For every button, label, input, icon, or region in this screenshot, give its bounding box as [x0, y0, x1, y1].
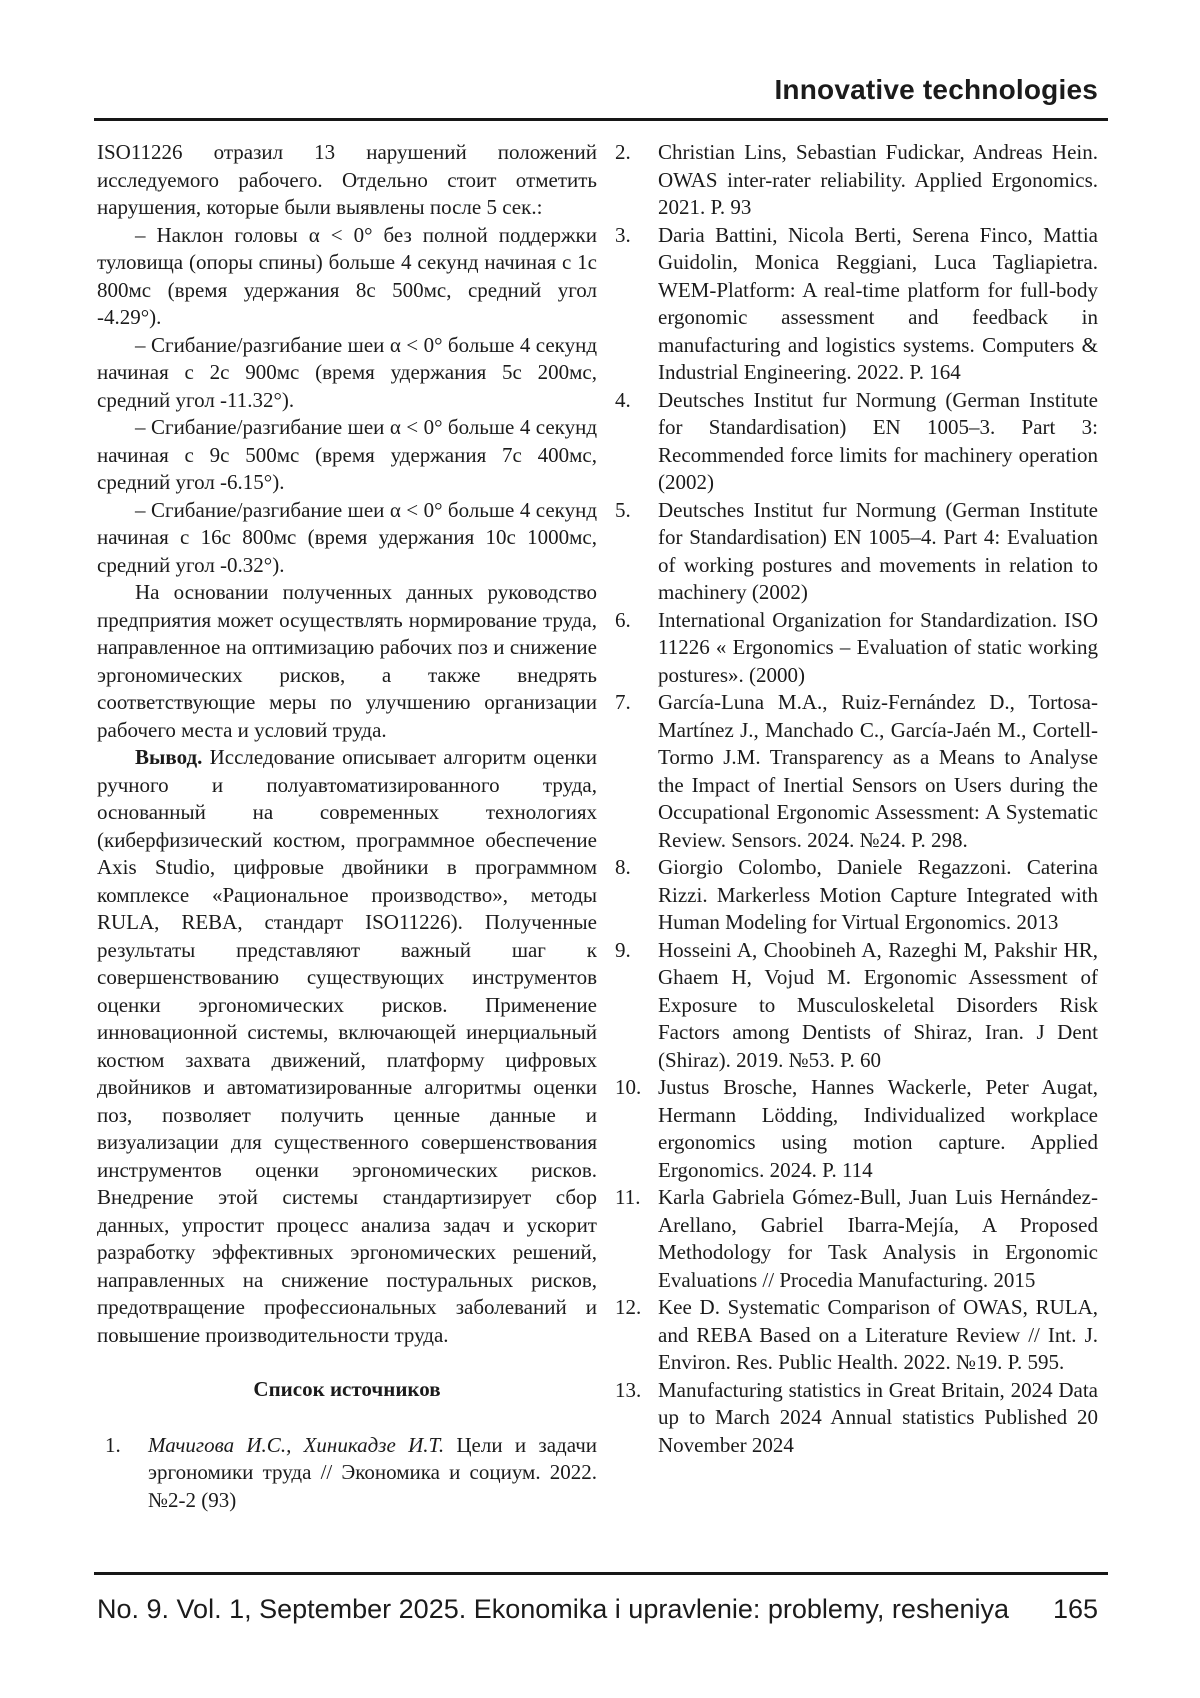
header-rule	[94, 118, 1108, 121]
left-column	[97, 139, 597, 1514]
journal-info: No. 9. Vol. 1, September 2025. Ekonomika i upravlenie: problemy, resheniya	[97, 1594, 1010, 1624]
reference-number: 10.	[615, 1075, 642, 1099]
reference-text: Justus Brosche, Hannes Wackerle, Peter Augat, Hermann Lödding, Individualized workplace ergonomics using motion capture. Applied Ergonomics. 2024. P. 114	[658, 1075, 1098, 1182]
reference-item	[615, 1184, 1098, 1294]
reference-number: 4.	[615, 387, 631, 412]
reference-item	[615, 1377, 1098, 1460]
reference-item	[615, 1074, 1098, 1184]
reference-text: Manufacturing statistics in Great Britain, 2024 Data up to March 2024 Annual statistics Published 20 November 2024	[658, 1377, 1098, 1457]
right-column	[615, 139, 1098, 1514]
reference-number: 11.	[615, 1185, 641, 1209]
source-item-text	[148, 1432, 597, 1515]
page-number: 165	[1052, 1594, 1098, 1624]
reference-text: Deutsches Institut fur Normung (German Institute for Standardisation) EN 1005–3. Part 3: Recommended force limits for machinery operation (2002)	[658, 387, 1098, 494]
reference-number: 12.	[615, 1295, 642, 1319]
reference-number: 2.	[615, 140, 631, 164]
reference-text: Deutsches Institut fur Normung (German Institute for Standardisation) EN 1005–4. Part 4: Evaluation of working postures and movements in relation to machinery (2002)	[658, 497, 1098, 604]
conclusion-paragraph	[97, 744, 597, 1349]
reference-item	[615, 607, 1098, 690]
page-footer	[97, 1594, 1098, 1625]
reference-item	[615, 854, 1098, 937]
reference-text: Giorgio Colombo, Daniele Regazzoni. Caterina Rizzi. Markerless Motion Capture Integrated with Human Modeling for Virtual Ergonomics. 2013	[658, 855, 1098, 934]
running-head: Innovative technologies	[774, 74, 1098, 105]
intro-paragraph: ISO11226 отразил 13 нарушений положений исследуемого рабочего. Отдельно стоит отметить нарушения, которые были выявлены после 5 сек.:	[97, 140, 597, 219]
management-paragraph: На основании полученных данных руководство предприятия может осуществлять нормирование труда, направленное на оптимизацию рабочих поз и снижение эргономических рисков, а также внедрять соответствующие меры по улучшению организации рабочего места и условий труда.	[97, 580, 597, 742]
violation-item: – Наклон головы α < 0° без полной поддержки туловища (опоры спины) больше 4 секунд начиная с 1с 800мс (время удержания 8с 500мс, средний угол -4.29°).	[97, 222, 597, 329]
reference-text: Kee D. Systematic Comparison of OWAS, RULA, and REBA Based on a Literature Review // Int. J. Environ. Res. Public Health. 2022. №19. P. 595.	[658, 1295, 1098, 1374]
violation-item: – Сгибание/разгибание шеи α < 0° больше 4 секунд начиная с 2с 900мс (время удержания 5с 200мс, средний угол -11.32°).	[97, 332, 597, 412]
conclusion-text: Исследование описывает алгоритм оценки ручного и полуавтоматизированного труда, основанный на современных технологиях (киберфизический костюм, программное обеспечение Axis Studio, цифровые двойники в программном комплексе «Рациональное производство», методы RULA, REBA, стандарт ISO11226). Полученные результаты представляют важный шаг к совершенствованию существующих инструментов оценки эргономических рисков. Применение инновационной системы, включающей инерциальный костюм захвата движений, платформу цифровых двойников и автоматизированные алгоритмы оценки поз, позволяет получить ценные данные и визуализации для существенного совершенствования инструментов оценки эргономических рисков. Внедрение этой системы стандартизирует сбор данных, упростит процесс анализа задач и ускорит разработку эффективных эргономических решений, направленных на снижение постуральных рисков, предотвращение профессиональных заболеваний и повышение производительности труда.	[97, 745, 598, 1347]
reference-item	[615, 1294, 1098, 1377]
reference-text: García-Luna M.A., Ruiz-Fernández D., Tortosa-Martínez J., Manchado C., García-Jaén M., Cortell-Tormo J.M. Transparency as a Means to Analyse the Impact of Inertial Sensors on Users during the Occupational Ergonomic Assessment: A Systematic Review. Sensors. 2024. №24. P. 298.	[658, 690, 1098, 852]
reference-number: 7.	[615, 690, 631, 714]
reference-text: Daria Battini, Nicola Berti, Serena Finco, Mattia Guidolin, Monica Reggiani, Luca Tagliapietra. WEM-Platform: A real-time platform for full-body ergonomic assessment and feedback in manufacturing and logistics systems. Computers & Industrial Engineering. 2022. P. 164	[658, 222, 1098, 384]
reference-number: 3.	[615, 222, 631, 247]
source-item	[97, 1432, 597, 1515]
page-body	[97, 139, 1098, 1514]
reference-text: Christian Lins, Sebastian Fudickar, Andreas Hein. OWAS inter-rater reliability. Applied Ergonomics. 2021. P. 93	[658, 140, 1098, 219]
reference-item	[615, 222, 1098, 387]
source-item-authors: Мачигова И.С., Хиникадзе И.Т.	[148, 1432, 457, 1457]
reference-item	[615, 139, 1098, 222]
reference-number: 6.	[615, 607, 631, 632]
violation-item: – Сгибание/разгибание шеи α < 0° больше 4 секунд начиная с 9с 500мс (время удержания 7с 400мс, средний угол -6.15°).	[97, 415, 597, 494]
reference-item	[615, 689, 1098, 854]
reference-item	[615, 497, 1098, 607]
reference-item	[615, 937, 1098, 1075]
reference-text: International Organization for Standardization. ISO 11226 « Ergonomics – Evaluation of static working postures». (2000)	[658, 607, 1098, 687]
source-item-number: 1.	[105, 1432, 121, 1457]
reference-number: 5.	[615, 497, 631, 522]
source-item-title: Цели и задачи эргономики труда // Экономика и социум. 2022. №2-2 (93)	[148, 1432, 597, 1512]
conclusion-label: Вывод.	[135, 745, 210, 769]
reference-number: 8.	[615, 855, 631, 879]
sources-heading: Список источников	[253, 1377, 441, 1401]
reference-item	[615, 387, 1098, 497]
reference-text: Karla Gabriela Gómez-Bull, Juan Luis Hernández-Arellano, Gabriel Ibarra-Mejía, A Proposed Methodology for Task Analysis in Ergonomic Evaluations // Procedia Manufacturing. 2015	[658, 1185, 1098, 1292]
reference-number: 9.	[615, 937, 631, 962]
reference-number: 13.	[615, 1377, 642, 1402]
reference-text: Hosseini A, Choobineh A, Razeghi M, Pakshir HR, Ghaem H, Vojud M. Ergonomic Assessment of Exposure to Musculoskeletal Disorders Risk Factors among Dentists of Shiraz, Iran. J Dent (Shiraz). 2019. №53. P. 60	[658, 937, 1098, 1072]
violation-item: – Сгибание/разгибание шеи α < 0° больше 4 секунд начиная с 16с 800мс (время удержания 10с 1000мс, средний угол -0.32°).	[97, 497, 597, 577]
footer-rule	[94, 1572, 1108, 1575]
